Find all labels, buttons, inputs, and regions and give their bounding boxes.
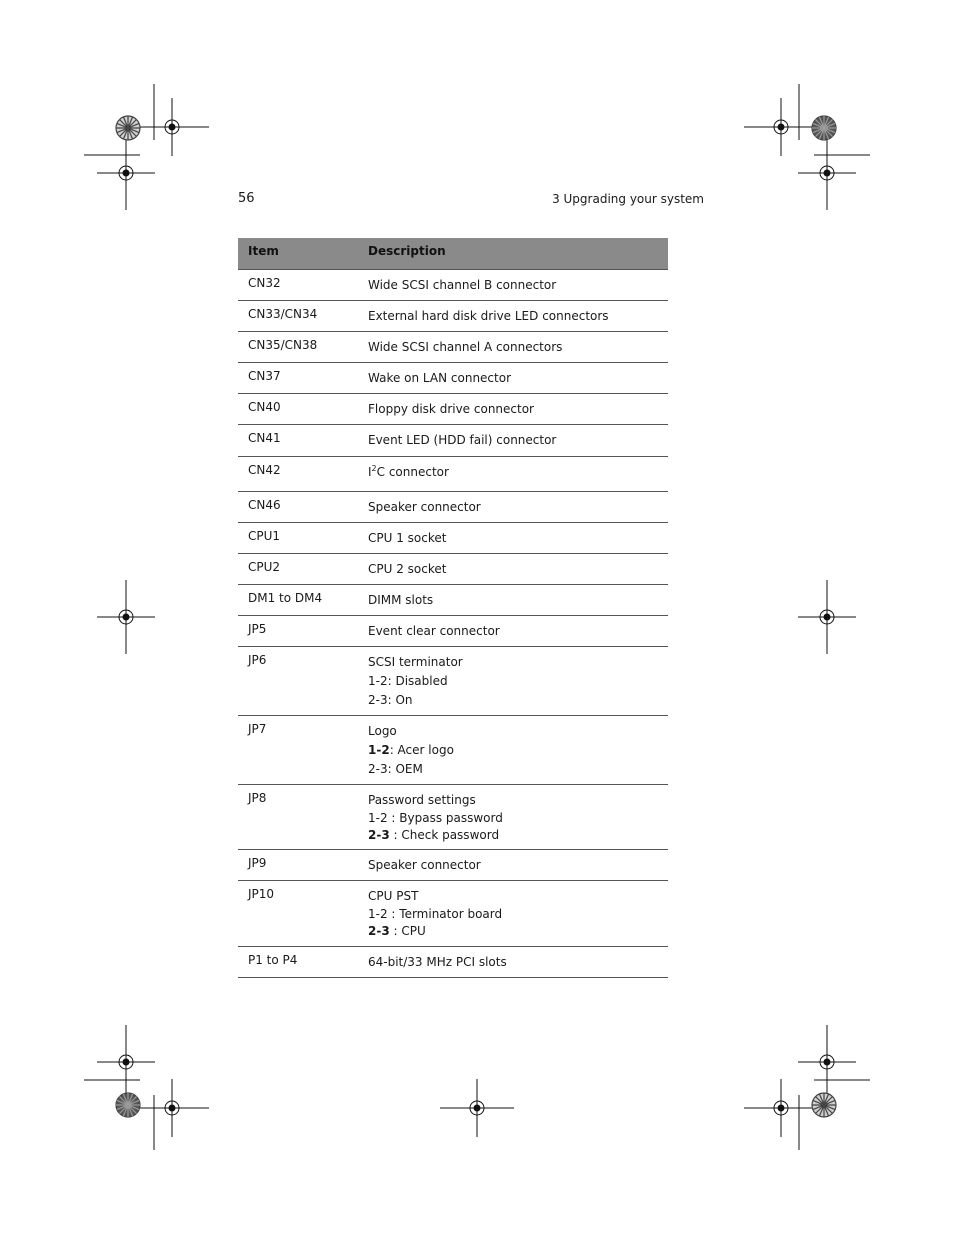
item-cell: JP8 <box>248 791 267 805</box>
table-row <box>238 363 668 394</box>
description-cell <box>368 498 663 517</box>
description-cell <box>368 887 663 941</box>
table-row <box>238 850 668 881</box>
description-cell <box>368 791 663 845</box>
item-cell: JP10 <box>248 887 275 901</box>
table-row <box>238 881 668 947</box>
table-row <box>238 492 668 523</box>
description-line: External hard disk drive LED connectors <box>368 309 609 323</box>
description-cell <box>368 431 663 450</box>
column-header-item: Item <box>248 244 279 258</box>
description-line: 1-2 : Bypass password <box>368 811 503 825</box>
description-cell <box>368 591 663 610</box>
table-row <box>238 785 668 850</box>
table-row <box>238 585 668 616</box>
description-cell <box>368 369 663 388</box>
table-header <box>238 238 668 270</box>
table-row <box>238 716 668 785</box>
item-cell: JP5 <box>248 622 267 636</box>
jumper-default-setting: 2-3 <box>368 828 390 842</box>
description-line: SCSI terminator <box>368 655 463 669</box>
description-cell <box>368 622 663 641</box>
table-row <box>238 394 668 425</box>
description-line: Event clear connector <box>368 624 500 638</box>
item-cell: DM1 to DM4 <box>248 591 323 605</box>
item-cell: CPU2 <box>248 560 281 574</box>
jumper-connector-table <box>238 238 668 978</box>
description-line: Wide SCSI channel B connector <box>368 278 557 292</box>
item-cell: CN33/CN34 <box>248 307 318 321</box>
description-cell <box>368 307 663 326</box>
description-line: DIMM slots <box>368 593 434 607</box>
description-line: Wide SCSI channel A connectors <box>368 340 563 354</box>
jumper-default-setting: 2-3 <box>368 924 390 938</box>
column-header-description: Description <box>368 244 446 258</box>
description-line: 1-2: Disabled <box>368 674 448 688</box>
running-head: 3 Upgrading your system <box>552 192 704 206</box>
table-row <box>238 332 668 363</box>
item-cell: JP9 <box>248 856 267 870</box>
table-row <box>238 947 668 978</box>
description-line: Logo <box>368 724 397 738</box>
description-line: 2-3: On <box>368 693 413 707</box>
description-line: Floppy disk drive connector <box>368 402 534 416</box>
description-cell <box>368 856 663 875</box>
description-line: Event LED (HDD fail) connector <box>368 433 557 447</box>
description-cell <box>368 653 663 710</box>
table-body <box>238 270 668 978</box>
description-line: Speaker connector <box>368 858 481 872</box>
description-line: 2-3 : Check password <box>368 828 500 842</box>
item-cell: CN35/CN38 <box>248 338 318 352</box>
table-row <box>238 270 668 301</box>
table-row <box>238 554 668 585</box>
item-cell: CN40 <box>248 400 281 414</box>
description-line: Wake on LAN connector <box>368 371 512 385</box>
description-line: CPU 1 socket <box>368 531 447 545</box>
description-line: 1-2 : Terminator board <box>368 907 503 921</box>
item-cell: CN41 <box>248 431 281 445</box>
item-cell: CN32 <box>248 276 281 290</box>
table-row <box>238 425 668 457</box>
table-row <box>238 457 668 492</box>
description-cell <box>368 338 663 357</box>
page-number: 56 <box>238 191 255 206</box>
description-line: Password settings <box>368 793 476 807</box>
table-row <box>238 616 668 647</box>
item-cell: JP7 <box>248 722 267 736</box>
description-cell <box>368 953 663 972</box>
description-line: 1-2: Acer logo <box>368 743 454 757</box>
description-cell <box>368 463 663 482</box>
description-cell <box>368 722 663 779</box>
description-cell <box>368 560 663 579</box>
description-line: Speaker connector <box>368 500 481 514</box>
description-line: 64-bit/33 MHz PCI slots <box>368 955 507 969</box>
description-cell <box>368 529 663 548</box>
description-line: 2-3: OEM <box>368 762 423 776</box>
table-row <box>238 523 668 554</box>
item-cell: CPU1 <box>248 529 281 543</box>
description-line: $I^2C$ connector <box>368 464 449 479</box>
item-cell: CN46 <box>248 498 281 512</box>
item-cell: JP6 <box>248 653 267 667</box>
description-line: CPU PST <box>368 889 419 903</box>
table-row <box>238 647 668 716</box>
item-cell: P1 to P4 <box>248 953 298 967</box>
item-cell: CN42 <box>248 463 281 477</box>
description-cell <box>368 276 663 295</box>
description-cell <box>368 400 663 419</box>
item-cell: CN37 <box>248 369 281 383</box>
description-line: 2-3 : CPU <box>368 924 426 938</box>
description-line: CPU 2 socket <box>368 562 447 576</box>
jumper-default-setting: 1-2 <box>368 743 390 757</box>
table-row <box>238 301 668 332</box>
